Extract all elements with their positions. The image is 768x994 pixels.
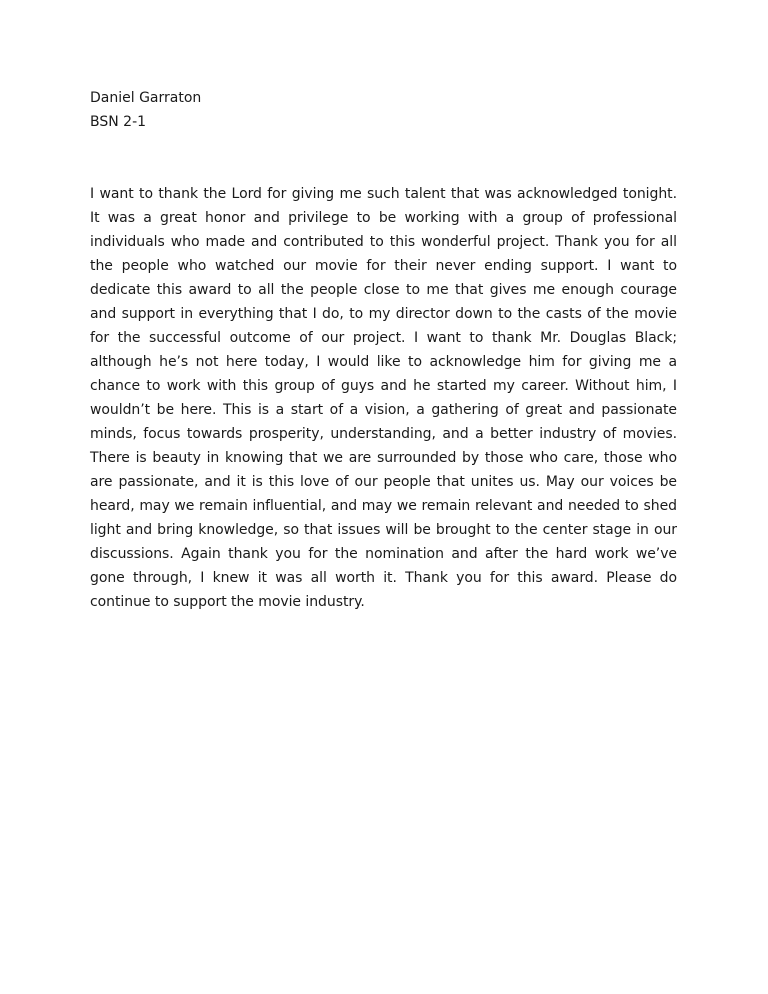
class-section: BSN 2-1 bbox=[90, 114, 147, 130]
document-header bbox=[90, 86, 201, 134]
speech-paragraph: I want to thank the Lord for giving me such talent that was acknowledged tonight. It was a great honor and privilege to be working with a group of professional individuals who made and contributed to this wonderful project. Thank you for all the people who watched our movie for their never ending support. I want to dedicate this award to all the people close to me that gives me enough courage and support in everything that I do, to my director down to the casts of the movie for the successful outcome of our project. I want to thank Mr. Douglas Black; although he’s not here today, I would like to acknowledge him for giving me a chance to work with this group of guys and he started my career. Without him, I wouldn’t be here. This is a start of a vision, a gathering of great and passionate minds, focus towards prosperity, understanding, and a better industry of movies. There is beauty in knowing that we are surrounded by those who care, those who are passionate, and it is this love of our people that unites us. May our voices be heard, may we remain influential, and may we remain relevant and needed to shed light and bring knowledge, so that issues will be brought to the center stage in our discussions. Again thank you for the nomination and after the hard work we’ve gone through, I knew it was all worth it. Thank you for this award. Please do continue to support the movie industry. bbox=[90, 186, 677, 610]
author-name: Daniel Garraton bbox=[90, 90, 202, 106]
